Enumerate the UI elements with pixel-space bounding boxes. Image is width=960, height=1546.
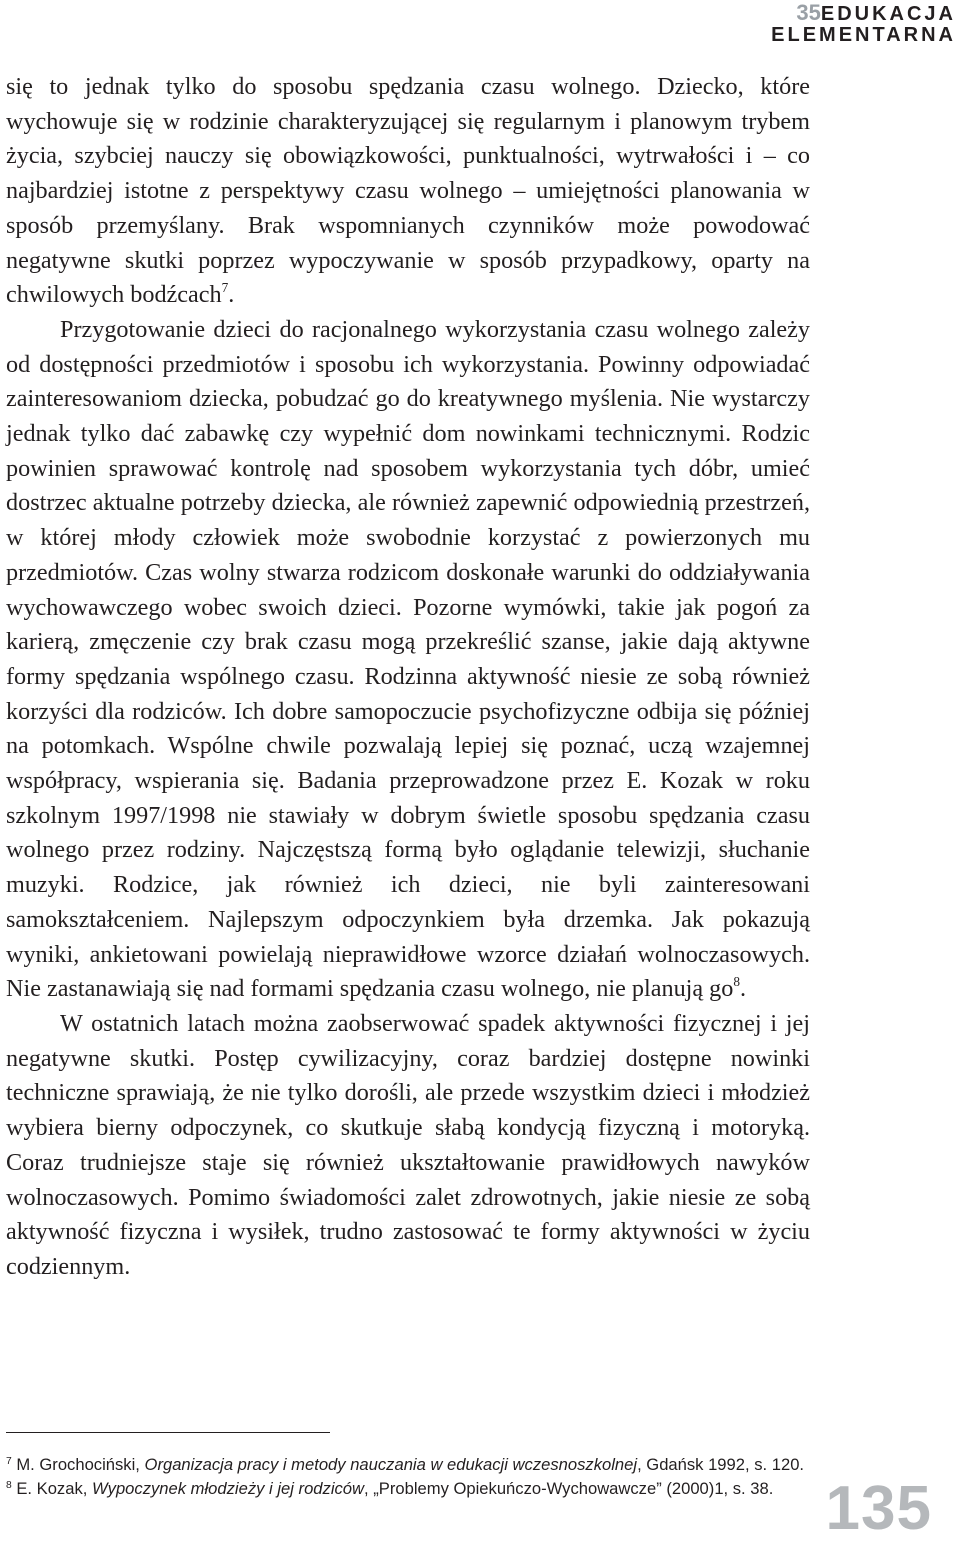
page-number: 135 (825, 1474, 932, 1543)
paragraph-2-text: Przygotowanie dzieci do racjonalnego wykorzystania czasu wolnego zależy od dostępności przedmiotów i sposobu ich wykorzystania. Powinny odpowiadać zainteresowaniom dziecka, pobudzać go do kreatywnego myślenia. Nie wystarczy jednak tylko dać zabawkę czy wypełnić dom nowinkami technicznymi. Rodzic powinien sprawować kontrolę nad sposobem wykorzystania tych dóbr, umieć dostrzec aktualne potrzeby dziecka, ale również zapewnić odpowiednią przestrzeń, w której młody człowiek może swobodnie korzystać z powierzonych mu przedmiotów. Czas wolny stwarza rodzicom doskonałe warunki do oddziaływania wychowawczego wobec swoich dzieci. Pozorne wymówki, takie jak pogoń za karierą, zmęczenie czy brak czasu mogą przekreślić szanse, jakie dają aktywne formy spędzania wspólnego czasu. Rodzinna aktywność niesie ze sobą również korzyści dla rodziców. Ich dobre samopoczucie psychofizyczne odbija się później na potomkach. Wspólne chwile pozwalają lepiej się poznać, uczą wzajemnej współpracy, wspierania się. Badania przeprowadzone przez E. Kozak w roku szkolnym 1997/1998 nie stawiały w dobrym świetle sposobu spędzania czasu wolnego przez rodziny. Najczęstszą formą było oglądanie telewizji, słuchanie muzyki. Rodzice, jak również ich dzieci, nie byli zainteresowani samokształceniem. Najlepszym odpoczynkiem była drzemka. Jak pokazują wyniki, ankietowani powielają nieprawidłowe wzorce działań wolnoczasowych. Nie zastanawiają się nad formami spędzania czasu wolnego, nie planują go (6, 315, 810, 1003)
footnote-ref-7[interactable]: 7 (221, 280, 229, 296)
journal-title-part-1: EDUKACJA (820, 3, 956, 25)
paragraph-1-end: . (228, 281, 235, 309)
paragraph-2-end: . (740, 975, 747, 1003)
footnote-number: 7 (6, 1455, 12, 1467)
footnote-author: E. Kozak, (16, 1479, 92, 1498)
footnote-title: Organizacja pracy i metody nauczania w edukacji wczesnoszkolnej (144, 1455, 638, 1474)
footnote-title: Wypoczynek młodzieży i jej rodziców (91, 1479, 365, 1498)
journal-title-line-2: ELEMENTARNA (771, 24, 956, 46)
paragraph-1-text: się to jednak tylko do sposobu spędzania czasu wolnego. Dziecko, które wychowuje się w rodzinie charakteryzującej się regularnym i planowym trybem życia, szybciej nauczy się obowiązkowości, punktualności, wytrwałości i – co najbardziej istotne z perspektywy czasu wolnego – umiejętności planowania w sposób przemyślany. Brak wspomnianych czynników może powodować negatywne skutki poprzez wypoczywanie w sposób przypadkowy, oparty na chwilowych bodźcach (6, 73, 810, 309)
paragraph-2 (6, 313, 810, 1007)
footnote-ref-8[interactable]: 8 (733, 974, 741, 990)
footnote-8 (6, 1477, 810, 1500)
footnote-source: , „Problemy Opiekuńczo-Wychowawcze” (2000)1, s. 38. (364, 1479, 774, 1498)
issue-number: 35 (796, 0, 821, 25)
footnote-source: , Gdańsk 1992, s. 120. (637, 1455, 805, 1474)
footnotes (6, 1453, 810, 1500)
journal-title-line-1 (771, 2, 956, 25)
paragraph-3: W ostatnich latach można zaobserwować spadek aktywności fizycznej i jej negatywne skutki. Postęp cywilizacyjny, coraz bardziej dostępne nowinki techniczne sprawiają, że nie tylko dorośli, ale przede wszystkim dzieci i młodzież wybiera bierny odpoczynek, co skutkuje słabą kondycją fizyczną i motoryką. Coraz trudniejsze staje się również ukształtowanie prawidłowych nawyków wolnoczasowych. Pomimo świadomości zalet zdrowotnych, jakie niesie ze sobą aktywność fizyczna i wysiłek, trudno zastosować te formy aktywności w życiu codziennym. (6, 1009, 810, 1280)
journal-header (771, 2, 956, 46)
footnote-author: M. Grochociński, (16, 1455, 145, 1474)
footnote-number: 8 (6, 1479, 12, 1491)
paragraph-1 (6, 70, 810, 313)
footnote-7 (6, 1453, 810, 1476)
footnote-divider (6, 1432, 330, 1433)
article-body (6, 70, 810, 1285)
